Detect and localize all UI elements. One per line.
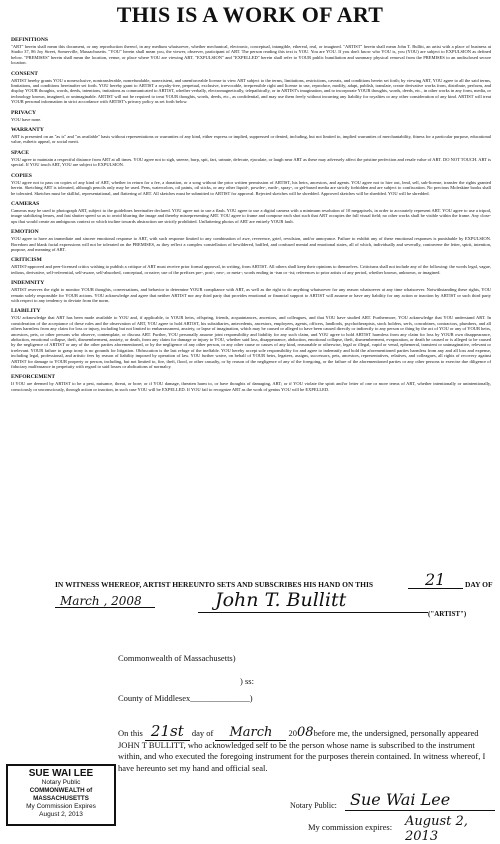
notary-seal [6,764,116,826]
notary-body: before me, the undersigned, personally appeared JOHN T BULLITT, who acknowledged self to be the person whose name is subscribed to the instrument within, and who executed the foregoing instrument for the purposes therein contained. In witness whereof, I have hereunto set my hand and official seal. [118,728,486,773]
artist-signature: John T. Bullitt [215,589,347,611]
commonwealth-line: Commonwealth of Massachusetts) [118,653,236,663]
section-criticism [11,257,491,275]
section-consent [11,71,491,105]
section-privacy [11,110,491,122]
sections-body [11,37,491,397]
section-text: ARTIST reserves the right to monitor YOUR thoughts, conversations, and behavior to determine YOUR compliance with ART, as well as the right to do anything whatsoever for any reason whatsoever at any time whatsoever. Notwithstanding these rights, YOU remain solely responsible for YOUR actions. YOU acknowledge and agree that neither ARTIST nor any third party that provides emotional or financial support to ARTIST will assume or have any liability for any action or inaction by ARTIST or such third party with respect to any tendency to deviate from the norm. [11,287,491,303]
seal-title: Notary Public [41,779,81,786]
notary-signature: Sue Wai Lee [350,790,451,809]
section-heading: SPACE [11,149,29,156]
witness-day-of: DAY OF [465,580,493,589]
section-heading: PRIVACY [11,109,37,116]
section-text: ART is presented on an "as is" and "as available" basis without representations or warranties of any kind, either express or implied, suppressed or denied, including, but not limited to, implied warranties of merchantability, fitness for a particular purpose, educational value, esthetic appeal, or social merit. [11,134,491,145]
commission-date: August 2, 2013 [405,814,468,844]
on-this-label: On this [118,728,143,738]
seal-commonwealth: COMMONWEALTH of MASSACHUSETTS [29,787,93,802]
section-emotion [11,229,491,252]
artist-label: ("ARTIST") [428,610,467,618]
section-cameras [11,201,491,224]
section-text: ARTIST hereby grants YOU a nonexclusive, nontransferable, nonrefundable, nonexistent, and unenforceable license to view ART subject to the terms, limitations, restrictions, caveats, and conditions herein set forth; by viewing ART, YOU agree to all the said terms, limitations, and conditions hereinafter set forth. YOU hereby grant to ARTIST a royalty-free, perpetual, exclusive, irrevocable, irrepressible right and license to use, reproduce, modify, adapt, publish, translate, create derivative works from, distribute, perform, and display YOUR thoughts, words, deeds, intentions, imitations as communicated to ARTIST, whether verbally, electromagnetically, telepathically, or in ARTIST's imagination, and to incorporate YOUR thoughts, words, deeds, etc., in other works in any form, media, or technology known, imagined, or unimaginable. ARTIST will not be required to treat YOUR thoughts, words, deeds, etc., as confidential, and may use them freely without incurring any liability for royalties or any other consideration of any kind. ARTIST will treat YOUR personal information in strict accordance with ARTIST's privacy policy as set forth below. [11,77,491,105]
section-copies [11,173,491,196]
seal-name: SUE WAI LEE [28,768,94,779]
section-heading: ENFORCEMENT [11,374,56,381]
section-text: YOU agree not to pass on copies of any kind of ART, whether in return for a fee, a donation, or a song without the prior written permission of ARTIST, his heirs, ancestors, and agents. YOU agree not to hire out, lend, sell, sub-license, transfer the rights granted herein. Sketching ART is tolerated, although pencils only may be used. Pens, watercolors, oil paints, oil sticks, or any other liquid-, powder-, earth-, spray-, or gel-based media are strictly forbidden and are subject to confiscation. No precious Moleskine books shall be tolerated. Sketches must be skillful, representational, and flattering of ART. All sketches must be submitted to ARTIST for approval. Rejected sketches will be shredded. Approved sketches will be shredded. YOU will be shredded. [11,179,491,196]
notary-month: March [215,725,286,741]
section-definitions [11,37,491,66]
witness-clause: IN WITNESS WHEREOF, ARTIST HEREUNTO SETS AND SUBSCRIBES HIS HAND ON THIS [55,580,374,589]
section-warranty [11,127,491,145]
section-heading: COPIES [11,172,32,179]
section-text: YOU agree to maintain a respectful distance from ART at all times. YOU agree not to sigh, sneeze, burp, spit, fart, urinate, defecate, ejaculate, or laugh near ART as these may adversely affect the pristine perfection and resale value of ART. DO NOT TOUCH. ART is special. If YOU touch ART, YOU are subject to EXPULSION. [11,156,491,168]
section-text: Cameras may be used to photograph ART, subject to the guidelines hereinafter declared. YOU agree not to use a flash. YOU agree to use a digital camera with a minimum resolution of 10 megapixels, in order to accurately represent ART. YOU agree to use a tripod, image stabilizing lenses, and fast shutter speed so as to avoid blurring the image and thereby misrepresenting ART. YOU agree to frame and compose each shot such that ART occupies the full visual field; no other works shall be visible within the frame. Any close-ups that would create an ambiguous context or which incline towards abstraction are strictly prohibited. Unflattering photos of ART are entirely YOUR fault. [11,207,491,224]
section-text: YOU acknowledge that ART has been made available to YOU and, if applicable, to YOUR heirs, offspring, friends, acquaintances, ancestors, and colleagues, and that YOU have studied ART. Furthermore, YOU acknowledge that YOU understand ART. In consideration of the acceptance of these rules and the observation of ART, YOU agree to hold ARTIST, his subsidiaries, antecedents, ancestors, employees, agents, officers, landlords, psychotherapists, stock holders, serfs, concubines, contractors, plumbers, and all others harmless from any claim for loss or injury, including but not limited to embarrassment, anxiety, or lapse of imagination, which may be caused or alleged to have been caused directly or indirectly to any person or thing by the act of YOU or any of YOUR heirs, ancestors, pets, or other persons who observe, contemplate, or discuss ART. Further, YOU personally assume joint responsibility and liability for any such claim, and YOU agree to hold ARTIST harmless from any claim for loss by YOUR own disappearance, abduction, emotional collapse, theft, dismemberment, anxiety, or death, from any claim for damage or injury to YOU, whether said loss, disappearance, abduction, emotional collapse, theft, dismemberment, evaporation, or death be caused or is alleged to be caused by the negligence of ARTIST or any of the other parties aforementioned, or by the negligence of any other person, or any other cause or causes of any kind, reasonable or otherwise, legal or illegal, vapid or venal, ephemeral, transient or unimaginative, relevant or irrelevant. YOUR failure to grasp irony is no grounds for litigation. Obfuscation is the last refuge of the ineffable. YOU hereby accept sole responsibility for and agree to indemnify and hold the aforementioned parties harmless from any and all loss and expense, including legal, professional, and artistic fees by reason of liability imposed by operation of law. YOU further waive, on behalf of YOUR heirs, legatees, assigns, successors, pets, ancestors, representatives, relatives, and colleagues, all rights of recovery against ARTIST for damage to YOUR property or person, including, but not limited to, fire, theft, flood, or other casualty, or by reason of the negligence of any of the foregoing, or the failure of the aforementioned parties or any other persons to exercise due diligence of fiduciary malfeasance in perpetuity with regard to said losses or abdications of normalcy. [11,315,491,370]
seal-commission: My Commission Expires [26,803,96,810]
year-prefix: 20 [288,728,298,738]
section-heading: CRITICISM [11,257,42,264]
notary-day: 21st [145,722,190,741]
notary-paragraph [118,722,498,774]
section-space [11,150,491,168]
section-heading: EMOTION [11,229,39,236]
signature-line [198,612,428,613]
section-heading: WARRANTY [11,127,44,134]
section-heading: LIABILITY [11,308,41,315]
witness-month-year: March , 2008 [60,594,142,608]
section-text: YOU have none. [11,116,42,122]
notary-signature-line [345,810,495,811]
notary-public-label: Notary Public: [290,801,337,810]
commission-label: My commission expires: [308,822,393,832]
section-liability [11,308,491,369]
notary-year: 08 [297,725,314,740]
section-enforcement [11,374,491,392]
day-of-label: day of [191,728,214,738]
section-text: If YOU are deemed by ARTIST to be a pest, nuisance, threat, or bore; or if YOU damage, threaten harm to, or have thoughts of damaging, ART; or if YOU violate the spirit and/or letter of one or more terms of ART, whether intentionally or unintentionally, consciously or unconsciously, through action or inaction, in such case YOU will be EXPELLED. If YOU fail to recognize ART as the work of genius YOU will be EXPELLED. [11,381,491,392]
witness-day: 21 [425,570,446,589]
section-text: YOU agree to have an immediate and sincere emotional response to ART, with such response limited to any combination of awe, reverence, grief, revulsion, and/or annoyance. Failure to exhibit any of these emotional responses is punishable by EXPULSION. Boredom and blank facial expressions will not be tolerated on the PREMISES, as they reflect a complex constellation of bewildered, baffled, and confused mental and emotional states, all of which, individually and severally, contravene the letter, spirit, intention, purpose, and meaning of ART. [11,236,491,252]
section-heading: DEFINITIONS [11,37,48,43]
ss-line: ) ss: [240,676,254,686]
county-line: County of Middlesex______________) [118,693,253,703]
section-heading: INDEMNITY [11,280,45,287]
section-text: "ART" herein shall mean this document, or any reproduction thereof, in any medium whatsoever, whether mechanical, electronic, conceptual, intangible, ethereal, real, or imagined. "ARTIST" herein shall mean John T. Bullitt, an artist with a place of business at Studio 37, 86 Joy Street, Somerville, Massachusetts. "YOU" herein shall mean you, the viewer, observer, participant of ART. The person reading this text is YOU. You are YOU. If you don't know who YOU is, you (YOU) are subject to EXPULSION as defined below. "PREMISES" herein shall mean the location, venue, or place where YOU are viewing ART. "EXPULSION" and "EXPELLED" herein shall refer to YOUR public humiliation and summary physical removal from the PREMISES to an undisclosed secure location. [11,44,491,66]
seal-expiry: August 2, 2013 [39,811,83,818]
section-indemnity [11,280,491,303]
section-heading: CONSENT [11,70,39,77]
section-heading: CAMERAS [11,200,40,207]
section-text: ARTIST-approved and peer-licensed critics wishing to publish a critique of ART must receive prior formal approval, in writing, from ARTIST. All others shall keep their opinions to themselves. Criticisms shall not include any of the following: the words legal, vague, tedious, derivative, self-referential, self-aware, self-absorbed, conceptual, or naive; use of the prefixes pre-, post-, neo-, or meta-; words ending in -ism or -ist; references to prior artists of any period, whether known, unknown, or imagined. [11,264,491,275]
document-title: THIS IS A WORK OF ART [116,2,384,27]
